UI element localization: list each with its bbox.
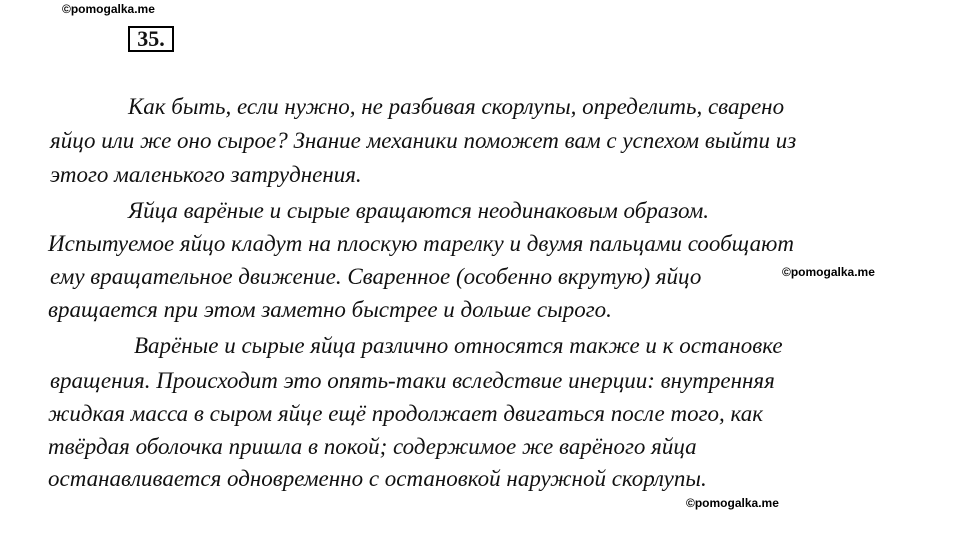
watermark-top: ©pomogalka.me <box>62 2 155 16</box>
text-line: Испытуемое яйцо кладут на плоскую тарелку и двумя пальцами сообщают <box>48 231 794 256</box>
text-line: останавливается одновременно с остановкой наружной скорлупы. <box>48 466 707 491</box>
text-line: Яйца варёные и сырые вращаются неодинаковым образом. <box>128 198 710 223</box>
text-line: яйцо или же оно сырое? Знание механики поможет вам с успехом выйти из <box>50 128 797 153</box>
text-line: этого маленького затруднения. <box>50 162 362 187</box>
text-line: жидкая масса в сыром яйце ещё продолжает двигаться после того, как <box>48 401 763 426</box>
text-line: Как быть, если нужно, не разбивая скорлупы, определить, сварено <box>128 94 785 119</box>
task-number: 35. <box>128 26 174 52</box>
text-line: Варёные и сырые яйца различно относятся также и к остановке <box>134 333 783 358</box>
text-line: ему вращательное движение. Сваренное (особенно вкрутую) яйцо <box>50 264 702 289</box>
text-line: твёрдая оболочка пришла в покой; содержимое же варёного яйца <box>48 434 697 459</box>
watermark-middle: ©pomogalka.me <box>782 265 875 279</box>
text-line: вращается при этом заметно быстрее и дольше сырого. <box>48 297 612 322</box>
watermark-bottom: ©pomogalka.me <box>686 496 779 510</box>
text-line: вращения. Происходит это опять-таки вследствие инерции: внутренняя <box>50 368 775 393</box>
